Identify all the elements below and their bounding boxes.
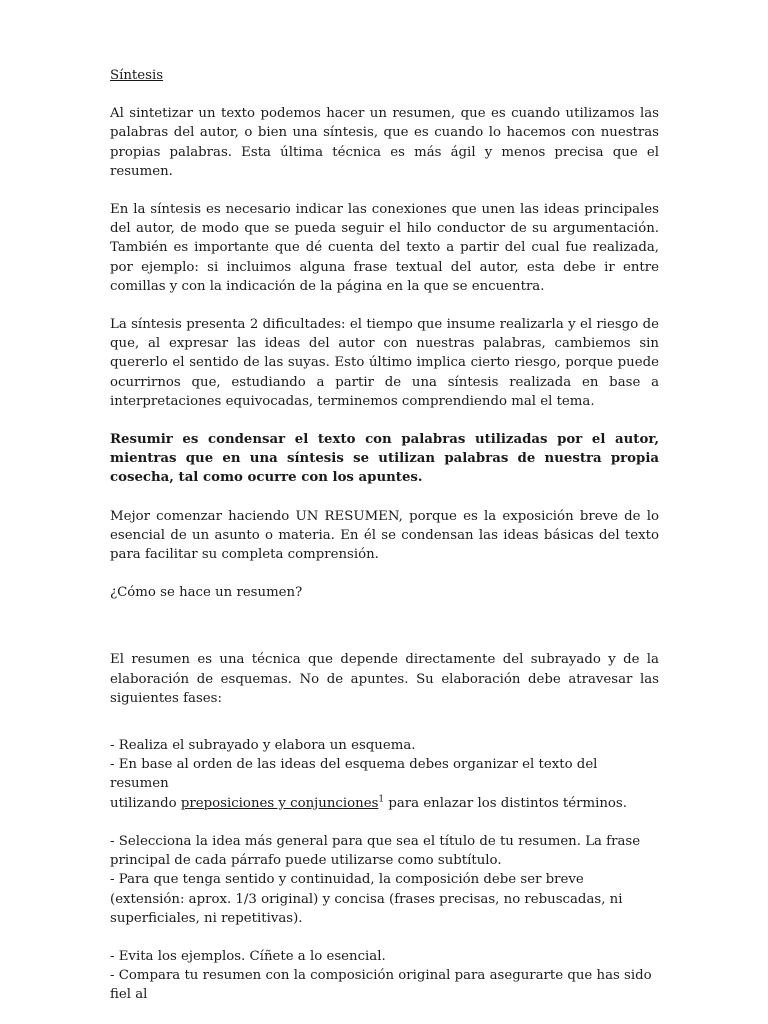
blank-space — [110, 602, 659, 650]
paragraph-difficulties: La síntesis presenta 2 dificultades: el tiempo que insume realizarla y el riesgo de que, al expresar las ideas del autor con nuestras palabras, cambiemos sin quererlo el sentido de las suyas. Esto último implica cierto riesgo, porque puede ocurrirnos que, estudiando a partir de una síntesis realizada en base a interpretaciones equivocadas, terminemos comprendiendo mal el tema. — [110, 317, 659, 409]
step-item: - Para que tenga sentido y continuidad, la composición debe ser breve (extensión: aprox. 1/3 original) y concisa (frases precisas, no rebuscadas, ni superficiales, ni repetitivas). — [110, 872, 623, 926]
blank-space — [110, 708, 659, 736]
step-item: - En base al orden de las ideas del esquema debes organizar el texto del resumen — [110, 757, 598, 792]
document-title: Síntesis — [110, 68, 164, 83]
paragraph-summary-technique: El resumen es una técnica que depende directamente del subrayado y de la elaboración de esquemas. No de apuntes. Su elaboración debe atravesar las siguientes fases: — [110, 652, 659, 706]
paragraph-bold-summary: Resumir es condensar el texto con palabras utilizadas por el autor, mientras que en una síntesis se utilizan palabras de nuestra propia cosecha, tal como ocurre con los apuntes. — [110, 432, 659, 486]
step-text: utilizando — [110, 795, 181, 811]
step-item: - Realiza el subrayado y elabora un esquema. — [110, 738, 416, 754]
step-item: - Evita los ejemplos. Cíñete a lo esencial. — [110, 948, 386, 964]
footnote-link[interactable]: preposiciones y conjunciones — [180, 795, 379, 811]
question-heading: ¿Cómo se hace un resumen? — [110, 585, 303, 601]
document-page — [110, 66, 659, 1005]
paragraph-start-summary: Mejor comenzar haciendo UN RESUMEN, porque es la exposición breve de lo esencial de un asunto o materia. En él se condensan las ideas básicas del texto para facilitar su completa comprensión. — [110, 508, 659, 563]
paragraph-intro: Al sintetizar un texto podemos hacer un resumen, que es cuando utilizamos las palabras del autor, o bien una síntesis, que es cuando lo hacemos con nuestras propias palabras. Esta última técnica es más ágil y menos precisa que el resumen. — [110, 106, 659, 179]
step-item: - Selecciona la idea más general para que sea el título de tu resumen. La frase principal de cada párrafo puede utilizarse como subtítulo. — [110, 833, 641, 869]
step-item: - Compara tu resumen con la composición original para asegurarte que has sido fiel al — [110, 968, 652, 1003]
footnote-marker: 1 — [378, 794, 385, 805]
step-item — [110, 794, 659, 813]
step-text: para enlazar los distintos términos. — [384, 795, 627, 811]
paragraph-connections: En la síntesis es necesario indicar las conexiones que unen las ideas principales del autor, de modo que se pueda seguir el hilo conductor de su argumentación. También es importante que dé cuenta del texto a partir del cual fue realizada, por ejemplo: si incluimos alguna frase textual del autor, esta debe ir entre comillas y con la indicación de la página en la que se encuentra. — [110, 202, 659, 294]
